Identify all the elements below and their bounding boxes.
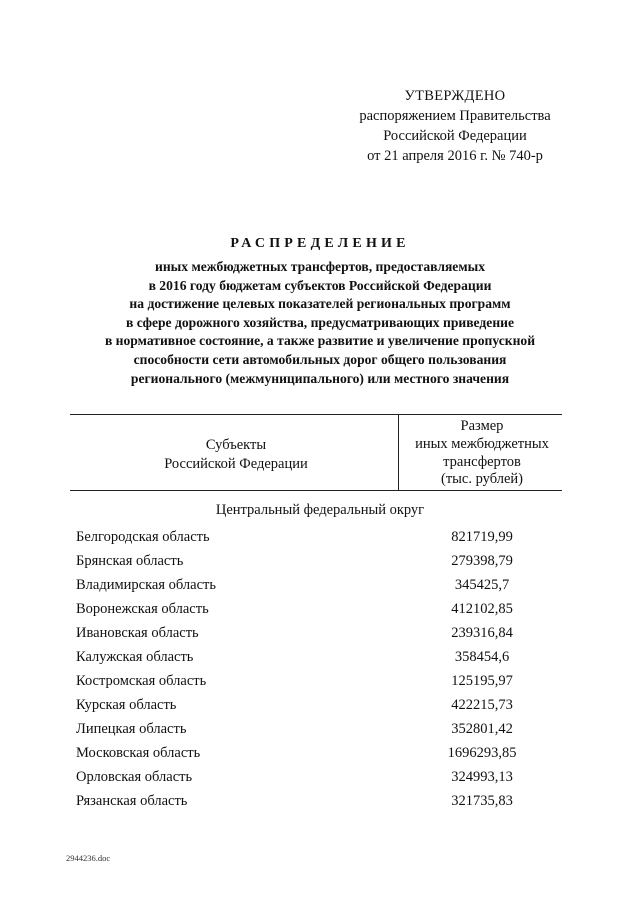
region-name: Калужская область — [76, 649, 194, 665]
column-header-line: (тыс. рублей) — [441, 471, 523, 488]
transfer-amount: 412102,85 — [451, 601, 513, 617]
region-name: Рязанская область — [76, 793, 188, 809]
subtitle-line: регионального (межмуниципального) или местного значения — [130, 370, 510, 386]
approval-line-1: распоряжением Правительства — [359, 108, 551, 124]
region-name: Костромская область — [76, 673, 207, 689]
table-row — [0, 719, 640, 743]
region-name: Курская область — [76, 697, 177, 713]
table-row — [0, 695, 640, 719]
table-row — [0, 767, 640, 791]
document-filename: 2944236.doc — [66, 853, 111, 863]
transfer-amount: 345425,7 — [454, 577, 510, 593]
approval-line-2: Российской Федерации — [383, 128, 527, 144]
table-row — [0, 551, 640, 575]
table-row — [0, 623, 640, 647]
approval-line-3: от 21 апреля 2016 г. № 740-р — [367, 148, 543, 164]
transfer-amount: 279398,79 — [451, 553, 513, 569]
subtitle-line: на достижение целевых показателей региональных программ — [129, 296, 511, 312]
subtitle-line: в нормативное состояние, а также развитие и увеличение пропускной — [104, 333, 536, 349]
approval-block — [330, 86, 580, 166]
region-name: Московская область — [76, 745, 201, 761]
transfer-amount: 821719,99 — [451, 529, 513, 545]
column-header-line: Субъекты — [205, 437, 267, 453]
region-name: Липецкая область — [76, 721, 187, 737]
table-top-rule — [70, 414, 562, 415]
region-name: Ивановская область — [76, 625, 199, 641]
column-header-amount — [398, 418, 566, 489]
document-heading: РАСПРЕДЕЛЕНИЕ — [230, 236, 410, 251]
table-row — [0, 599, 640, 623]
table-row — [0, 791, 640, 815]
table-row — [0, 575, 640, 599]
column-header-line: Размер — [460, 418, 504, 434]
table-row — [0, 527, 640, 551]
region-name: Воронежская область — [76, 601, 209, 617]
transfer-amount: 125195,97 — [451, 673, 513, 689]
subtitle-line: иных межбюджетных трансфертов, предоставляемых — [155, 259, 485, 274]
region-name: Белгородская область — [76, 529, 210, 545]
column-header-line: трансфертов — [443, 453, 521, 470]
region-name: Орловская область — [76, 769, 193, 785]
subtitle-line: в 2016 году бюджетам субъектов Российской Федерации — [148, 277, 492, 293]
subtitle-line: в сфере дорожного хозяйства, предусматривающих приведение — [125, 314, 515, 330]
column-header-line: иных межбюджетных — [415, 435, 549, 452]
region-name: Брянская область — [76, 553, 184, 569]
transfer-amount: 358454,6 — [454, 649, 510, 665]
column-header-line: Российской Федерации — [164, 456, 308, 472]
document-subtitle — [56, 258, 584, 388]
region-name: Владимирская область — [76, 577, 216, 593]
transfer-amount: 321735,83 — [451, 793, 513, 809]
transfer-amount: 422215,73 — [451, 697, 513, 713]
table-row — [0, 743, 640, 767]
transfer-amount: 324993,13 — [451, 769, 513, 785]
table-body — [0, 527, 640, 815]
transfer-amount: 1696293,85 — [447, 745, 517, 761]
table-row — [0, 647, 640, 671]
district-heading: Центральный федеральный округ — [215, 502, 425, 518]
table-row — [0, 671, 640, 695]
transfer-amount: 239316,84 — [451, 625, 513, 641]
subtitle-line: способности сети автомобильных дорог общего пользования — [133, 351, 507, 367]
transfer-amount: 352801,42 — [451, 721, 513, 737]
approval-stamp: УТВЕРЖДЕНО — [404, 88, 506, 104]
column-header-subjects — [74, 436, 398, 474]
table-header-rule — [70, 490, 562, 491]
